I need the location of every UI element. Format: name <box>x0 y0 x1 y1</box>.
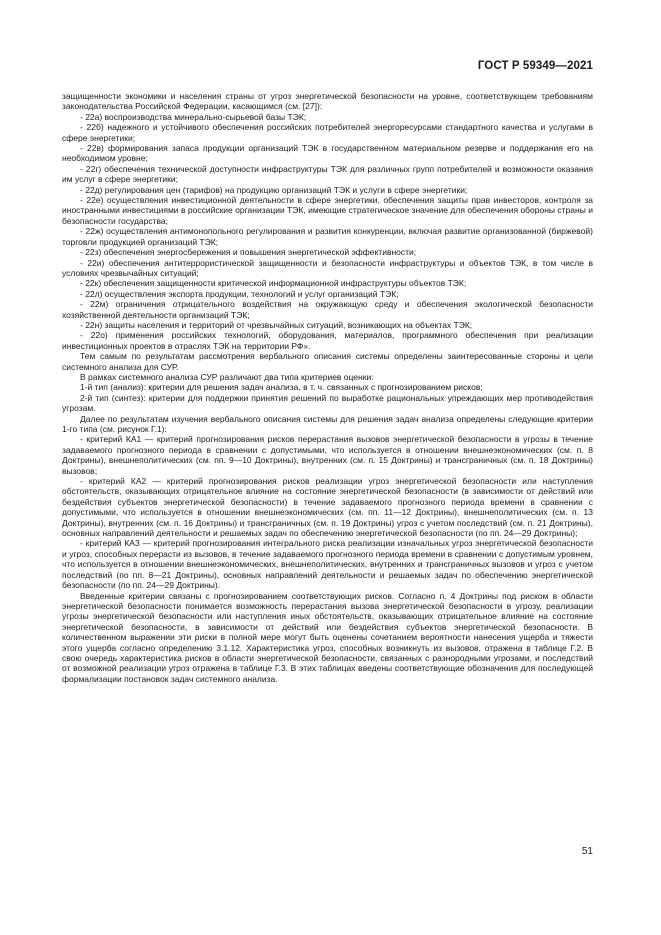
paragraph: В рамках системного анализа СУР различают два типа критериев оценки: <box>80 371 374 382</box>
list-item: - 22г) обеспечения технической доступности инфраструктуры ТЭК для различных групп потребителей и возможности оказания им услуг в сфере энергетики; <box>62 163 593 185</box>
document-code: ГОСТ Р 59349—2021 <box>477 60 593 72</box>
list-item: - критерий КА1 — критерий прогнозирования рисков перерастания вызовов энергетической безопасности в угрозы в течение задаваемого прогнозного периода в сравнении с допустимыми, что используется в отношении внешнеэкономических (см. п. 8 Доктрины), внешнеполитических (см. пп. 9—10 Доктрины), внутренних (см. п. 15 Доктрины) и трансграничных (см. п. 18 Доктрины) вызовов; <box>62 434 593 476</box>
list-item: - критерий КА3 — критерий прогнозирования интегрального риска реализации изначальных угроз энергетической безопасности и угроз, способных перерасти из вызовов, в течение задаваемого прогнозного периода времени в сравнении с допустимым уровнем, что используется в отношении внешнеэкономических, внешнеполитических, внутренних и трансграничных вызовов и угроз с учетом последствий (по пп. 8—21 Доктрины), основных направлений деятельности и решаемых задач по обеспечению энергетической безопасности (по пп. 24—29 Доктрины). <box>62 538 593 591</box>
list-item: - 22л) осуществления экспорта продукции, технологий и услуг организаций ТЭК; <box>80 288 399 299</box>
paragraph: Введенные критерии связаны с прогнозированием соответствующих рисков. Согласно п. 4 Доктрины под риском в области энергетической безопасности понимается возможность перерастания вызова энергетической безопасности в угрозу, реализации угрозы энергетической безопасности или наступления иных обстоятельств, оказывающих отрицательное влияние на состояние энергетической безопасности, в зависимости от действий или бездействия субъектов энергетической безопасности. В количественном выражении эти риски в полной мере могут быть оценены сочетанием вероятности нанесения ущерба и тяжести этого ущерба согласно определению 3.1.12. Характеристика угроз, способных возникнуть из вызовов, отражена в таблице Г.2. В свою очередь характеристика рисков в области энергетической безопасности, связанных с разнородными угрозами, и последствий от возможной реализации угроз отражена в таблице Г.3. В этих таблицах введены соответствующие обозначения для последующей формализации постановок задач системного анализа. <box>62 590 593 684</box>
list-item: - 22и) обеспечения антитеррористической защищенности и безопасности инфраструктуры и объектов ТЭК, в том числе в условиях чрезвычайных ситуаций; <box>62 257 593 278</box>
list-item: - 22в) формирования запаса продукции организаций ТЭК в государственном материальном резерве и поддержания его на необходимом уровне; <box>62 143 593 164</box>
list-item: - 22б) надежного и устойчивого обеспечения российских потребителей энергоресурсами стандартного качества и услугами в сфере энергетики; <box>62 122 593 143</box>
paragraph: 1-й тип (анализ): критерии для решения задач анализа, в т. ч. связанных с прогнозированием рисков; <box>80 382 483 393</box>
list-item: - 22з) обеспечения энергосбережения и повышения энергетической эффективности; <box>80 247 417 258</box>
document-body <box>62 91 593 684</box>
list-item: - критерий КА2 — критерий прогнозирования рисков реализации угроз энергетической безопасности или наступления обстоятельств, оказывающих отрицательное влияние на состояние энергетической безопасности (в зависимости от действий или бездействия субъектов энергетической безопасности) в течение задаваемого прогнозного периода времени в сравнении с допустимыми, что используется в отношении внешнеэкономических (см. пп. 11—12 Доктрины), внешнеполитических (см. п. 13 Доктрины), внутренних (см. п. 16 Доктрины) и трансграничных (см. п. 19 Доктрины) угроз с учетом последствий (см. п. 21 Доктрины), основных направлений деятельности и решаемых задач по обеспечению энергетической безопасности (по пп. 24—29 Доктрины); <box>62 476 593 539</box>
list-item: - 22о) применения российских технологий, оборудования, материалов, программного обеспечения при реализации инвестиционных проектов в отраслях ТЭК на территории РФ». <box>62 330 593 351</box>
paragraph: 2-й тип (синтез): критерии для поддержки принятия решений по выработке рациональных упреждающих мер противодействия угрозам. <box>62 392 593 414</box>
list-item: - 22ж) осуществления антимонопольного регулирования и развития конкуренции, включая развитие организованной (биржевой) торговли продукцией организаций ТЭК; <box>62 226 593 247</box>
list-item: - 22м) ограничения отрицательного воздействия на окружающую среду и обеспечения экологической безопасности хозяйственной деятельности организаций ТЭК; <box>62 299 593 320</box>
list-item: - 22а) воспроизводства минерально-сырьевой базы ТЭК; <box>80 111 307 122</box>
paragraph: защищенности экономики и населения страны от угроз энергетической безопасности на уровне, соответствующем требованиям законодательства Российской Федерации, касающимся (см. [27]): <box>62 91 593 112</box>
list-item: - 22н) защиты населения и территорий от чрезвычайных ситуаций, возникающих на объектах ТЭК; <box>80 319 473 330</box>
list-item: - 22д) регулирования цен (тарифов) на продукцию организаций ТЭК и услуги в сфере энергетики; <box>80 184 468 195</box>
list-item: - 22к) обеспечения защищенности критической информационной инфраструктуры объектов ТЭК; <box>80 278 467 289</box>
list-item: - 22е) осуществления инвестиционной деятельности в сфере энергетики, обеспечения защиты прав инвесторов, контроля за иностранными инвестициями в российские организации ТЭК, имеющие стратегическое значение для обеспечения обороны страны и безопасности государства; <box>62 195 593 226</box>
paragraph: Тем самым по результатам рассмотрения вербального описания системы определены заинтересованные стороны и цели системного анализа для СУР. <box>62 351 593 372</box>
paragraph: Далее по результатам изучения вербального описания системы для решения задач анализа определены следующие критерии 1-го типа (см. рисунок Г.1): <box>62 413 593 434</box>
page-number: 51 <box>581 846 593 857</box>
